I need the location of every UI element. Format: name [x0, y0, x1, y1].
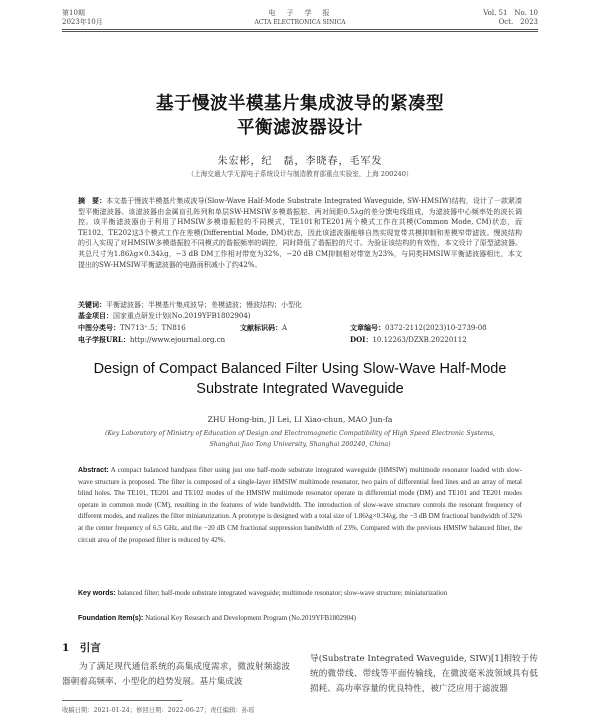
keywords-en-label: Key words: [78, 590, 116, 597]
fund-cn-text: 国家重点研发计划(No.2019YFB1802904) [113, 312, 251, 320]
abstract-cn [78, 196, 522, 289]
fund-en-label: Foundation Item(s): [78, 615, 144, 622]
article-number: 文章编号：0372-2112(2023)10-2739-08 [350, 323, 487, 332]
title-en-line1: Design of Compact Balanced Filter Using Slow-Wave Half-Mode [93, 361, 507, 377]
doi[interactable]: DOI：10.12263/DZXB.20220112 [350, 335, 467, 344]
fund-cn [78, 311, 522, 322]
keywords-cn [78, 300, 522, 311]
abstract-cn-text: 本文基于慢波半模基片集成波导(Slow-Wave Half-Mode Substrate Integrated Waveguide, SW-HMSIW)结构，设计了一款紧凑型平衡滤波器。该滤波器由金属盲孔阵列和单层SW-HMSIW多模谐振腔、两对间距0.5λg的差分馈电线组成，为滤波器中心频率处的波长调控。该平衡滤波器由于利用了HMSIW多模谐振腔的不同模式，TE101和TE201两个模式工作在共模(Common Mode, CM)状态，而TE102、TE202这3个模式工作在差模(Differential Mode, DM)状态，因此该滤波器能够自然实现宽带共模抑制和差模窄带滤波。慢波结构的引入实现了对HMSIW多模谐振腔不同模式的谐振频率的调控，同时降低了谐振腔的尺寸。为验证该结构的有效性，本文设计了原型滤波器。其总尺寸为1.86λg×0.34λg，−3 dB DM工作相对带宽为32%，−20 dB CM抑制相对带宽为23%，与同类HMSIW平衡滤波器相比，本文提出的SW-HMSIW平衡滤波器的电路面积减小了约42%。 [78, 197, 522, 269]
fund-cn-label: 基金项目： [78, 311, 113, 320]
abstract-en-text: A compact balanced bandpass filter using just one half-mode substrate integrated waveguide (HMSIW) multimode resonator loaded with slow-wave structure is proposed. The filter is composed of a single-layer HMSIW multimode resonator, two pairs of differential feed lines and an array of metal blind holes. The TE101, TE201 and TE102 modes of the HMSIW multimode resonator operate in differential mode (DM) and TE101 and TE201 modes operate in common mode (CM), resulting in the features of wide bandwidth. The introduction of slow-wave structure controls the resonant frequency of different modes, and realizes the filter miniaturization. A prototype is designed with a total size of 1.86λg×0.34λg, the −3 dB DM fractional bandwidth of 32% at the center frequency of 6.5 GHz, and the −20 dB CM fractional suppression bandwidth of 23%. Compared with the previous HMSIW balanced filter, the circuit area of the proposed filter is reduced by 42%. [78, 466, 522, 544]
received-date-note: 收稿日期：2021-01-24；修回日期：2022-06-27；责任编辑：孙瑶 [62, 707, 255, 714]
header-rule-thin [62, 31, 538, 32]
abstract-cn-label: 摘 要： [78, 196, 107, 205]
title-cn-line2: 平衡滤波器设计 [237, 118, 363, 138]
affiliation-cn: （上海交通大学无源电子系统设计与制造教育部重点实验室，上海 200240） [187, 170, 413, 178]
journal-name-en: ACTA ELECTRONICA SINICA [254, 19, 346, 26]
issue-date-en: Oct. 2023 [498, 18, 538, 26]
abstract-en-label: Abstract: [78, 467, 109, 474]
affiliation-en-line2: Shanghai Jiao Tong University, Shanghai 200240, China) [209, 441, 391, 448]
volume-info: Vol. 51 No. 10 [483, 9, 538, 17]
clc-number: 中图分类号：TN713⁺.5；TN816 [78, 323, 186, 332]
document-code: 文献标识码：A [240, 323, 288, 332]
issue-date: 2023年10月 [62, 18, 103, 26]
issue-number: 第10期 [62, 9, 85, 17]
footnote-rule [62, 700, 182, 701]
section-body-right: 导(Substrate Integrated Waveguide, SIW)[1]相较于传统的微带线、带线等平面传输线，在微波毫米波领域具有低损耗、高功率容量的优良特性，被广泛应用于滤波器 [310, 654, 538, 694]
fund-en-text: National Key Research and Development Program (No.2019YFB1802904) [145, 614, 357, 622]
keywords-en [78, 588, 522, 600]
journal-url[interactable]: 电子学报URL：http://www.ejournal.org.cn [78, 335, 226, 344]
keywords-cn-text: 平衡滤波器；半模基片集成波导；差模滤波；慢波结构；小型化 [106, 301, 302, 309]
section-heading: 1 引言 [62, 642, 101, 654]
affiliation-en-line1: (Key Laboratory of Ministry of Education of Design and Electromagnetic Compatibility of High Speed Electronic Systems, [104, 430, 495, 437]
authors-en: ZHU Hong-bin, JI Lei, LI Xiao-chun, MAO Jun-fa [207, 415, 393, 424]
keywords-cn-label: 关键词： [78, 300, 106, 309]
title-cn-line1: 基于慢波半模基片集成波导的紧凑型 [156, 94, 444, 114]
header-rule [62, 29, 538, 30]
abstract-en [78, 465, 522, 581]
journal-name-cn: 电 子 学 报 [268, 9, 332, 17]
keywords-en-text: balanced filter; half-mode substrate integrated waveguide; multimode resonator; slow-wave structure; miniaturization [117, 589, 448, 597]
title-en-line2: Substrate Integrated Waveguide [196, 381, 404, 397]
fund-en [78, 613, 522, 625]
authors-cn: 朱宏彬，纪 磊，李晓春，毛军发 [217, 156, 383, 167]
section-body-left: 为了满足现代通信系统的高集成度需求，微波射频滤波器朝着高频率、小型化的趋势发展。基片集成波 [62, 662, 290, 687]
